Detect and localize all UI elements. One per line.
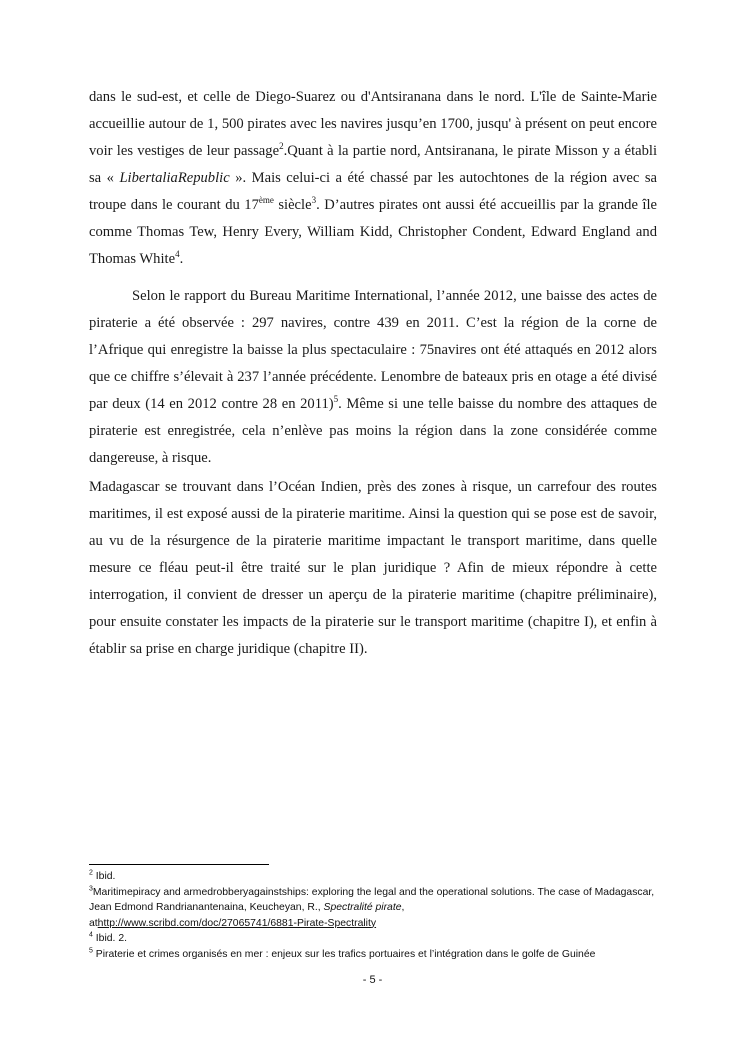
footnote-5 [89,947,669,963]
footnotes [89,869,669,962]
footnote-number: 3 [89,885,93,893]
paragraph-3 [89,474,657,663]
paragraph-1 [89,84,657,273]
footnote-ref-5[interactable]: 5 [333,394,339,405]
superscript-eme: ème [258,195,274,206]
footnote-separator [89,864,269,865]
text-run: Selon le rapport du Bureau Maritime International, l’année 2012, une baisse des actes de piraterie a été observée : 297 navires, contre 439 en 2011. C’est la région de la corne de l’Afrique qui enregistre la baisse la plus spectaculaire : 75navires ont été attaqués en 2012 alors que ce chiffre s’élevait à 237 l’année précédente. Lenombre de bateaux pris en otage a été divisé par deux (14 en 2012 contre 28 en 2011) [89,288,657,412]
text-run: Madagascar se trouvant dans l’Océan Indien, près des zones à risque, un carrefour des routes maritimes, il est exposé aussi de la piraterie maritime. Ainsi la question qui se pose est de savoir, au vu de la résurgence de la piraterie maritime impactant le transport maritime, dans quelle mesure ce fléau peut-il être traité sur le plan juridique ? Afin de mieux répondre à cette interrogation, il convient de dresser un aperçu de la piraterie maritime (chapitre préliminaire), pour ensuite constater les impacts de la piraterie sur le transport maritime (chapitre I), et enfin à établir sa prise en charge juridique (chapitre II). [89,479,657,657]
footnote-italic: Spectralité pirate [323,902,402,913]
footnote-text: Piraterie et crimes organisés en mer : enjeux sur les trafics portuaires et l’intégration dans le golfe de Guinée [92,948,596,960]
text-run: siècle [273,197,312,213]
footnote-number: 2 [89,869,93,877]
text-run: . [179,251,184,267]
footnote-3 [89,885,669,932]
text-run: . Même si une telle baisse du nombre des attaques de piraterie est enregistrée, cela n’enlève pas moins la région dans la zone considérée comme dangereuse, à risque. [89,396,657,466]
footnote-text: at [89,917,98,929]
footnote-number: 5 [89,947,93,955]
text-run: dans le sud-est, et celle de Diego-Suarez ou d'Antsiranana dans le nord. L'île de Sainte-Marie accueillie autour de 1, 500 pirates avec les navires jusqu’en 1700, jusqu' à présent on peut encore voir les vestiges de leur passage [89,89,657,159]
paragraph-2 [89,283,657,472]
text-run: . D’autres pirates ont aussi été accueillis par la grande île comme Thomas Tew, Henry Every, William Kidd, Christopher Condent, Edward England and Thomas White [89,197,657,267]
italic-term: LibertaliaRepublic [119,170,230,186]
footnote-ref-4[interactable]: 4 [175,249,180,260]
footnote-2 [89,869,669,885]
footnote-text: Ibid. 2. [92,933,127,944]
footnote-text: Ibid. [92,871,116,882]
footnote-text: , [401,902,405,913]
text-run: .Quant à la partie nord, Antsiranana, le pirate Misson y a établi sa « [89,143,658,186]
footnote-4 [89,931,669,947]
footnote-text: Maritimepiracy and armedrobberyagainstships: exploring the legal and the operational solutions. The case of Madagascar, Jean Edmond Randrianantenaina, Keucheyan, R., [89,886,655,913]
footnote-number: 4 [89,931,93,939]
footnote-ref-3[interactable]: 3 [311,195,317,206]
footnote-ref-2[interactable]: 2 [279,141,284,152]
page-number: - 5 - [362,974,383,986]
footnote-link[interactable]: http://www.scribd.com/doc/27065741/6881-Pirate-Spectrality [97,917,377,929]
text-run: ». Mais celui-ci a été chassé par les autochtones de la région avec sa troupe dans le courant du 17 [89,170,657,213]
